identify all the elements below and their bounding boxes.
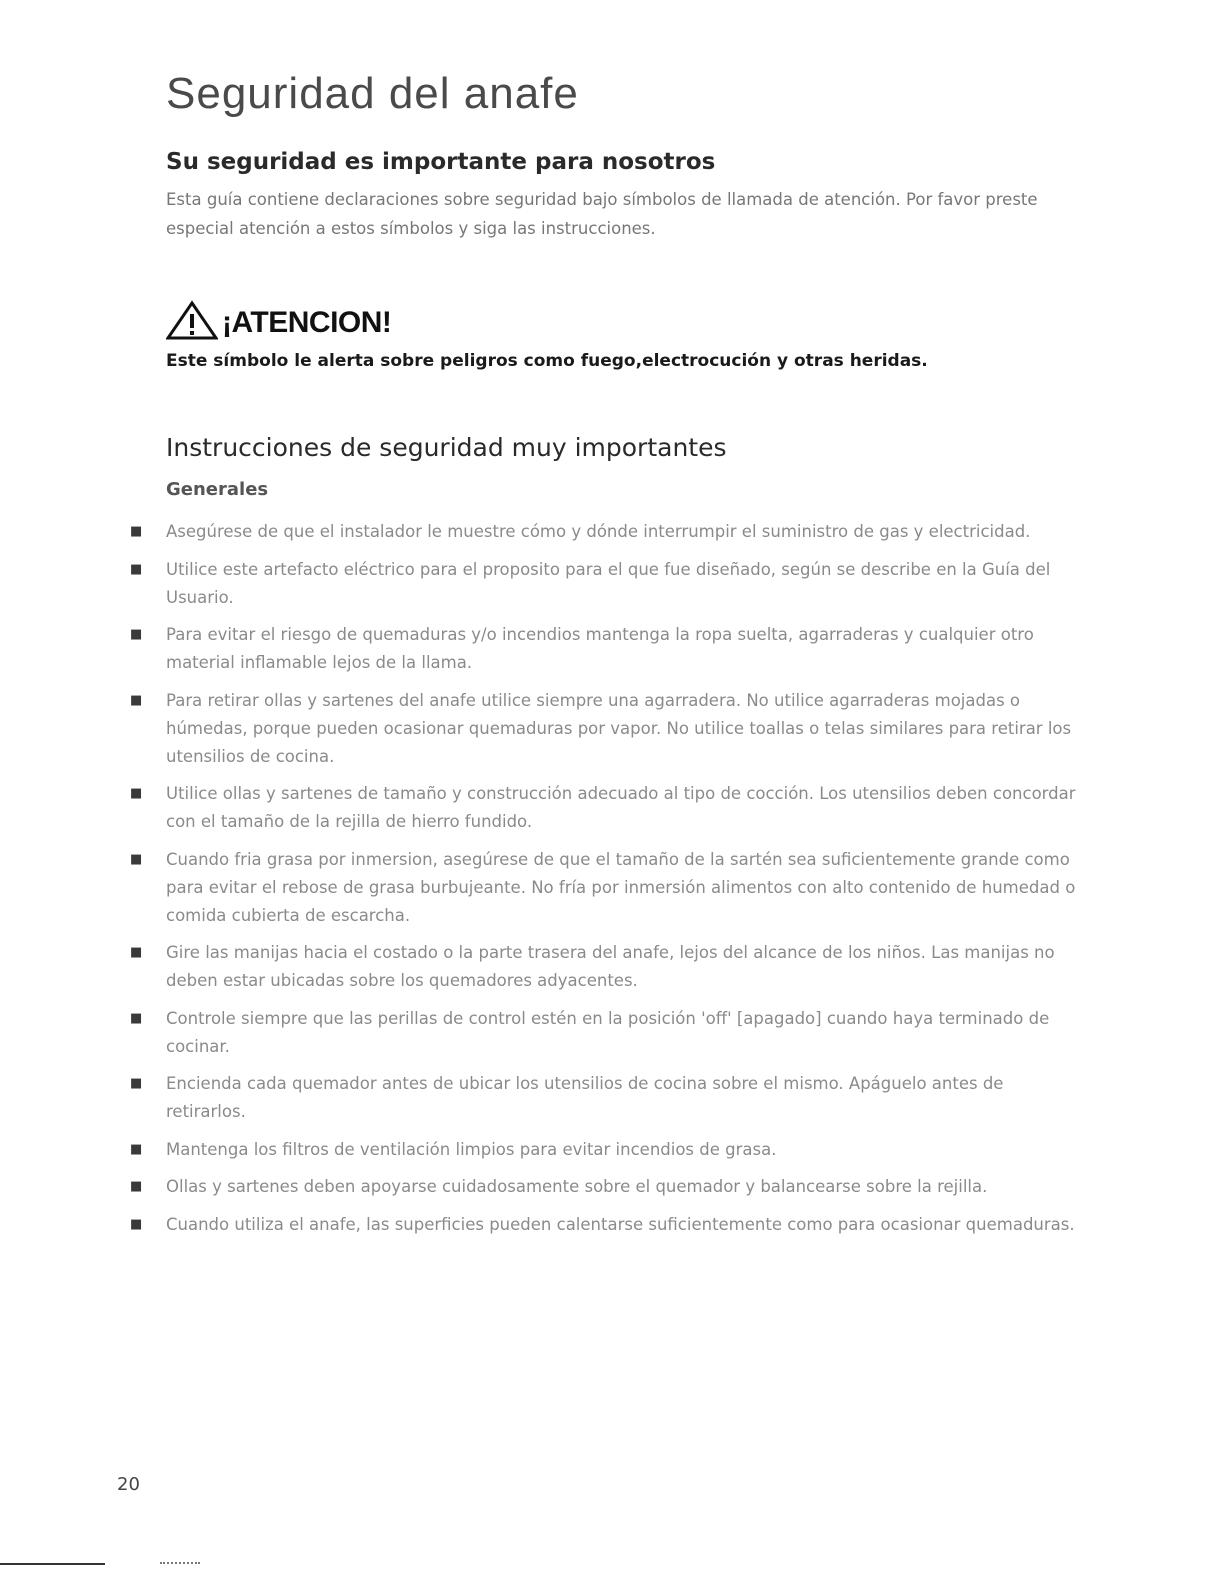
bullet-icon: ■ — [130, 945, 143, 960]
list-item — [126, 780, 1086, 836]
bullet-icon: ■ — [130, 1179, 143, 1194]
warning-title: ¡ATENCION! — [222, 306, 392, 339]
bullet-icon: ■ — [130, 851, 143, 867]
list-item — [126, 1211, 1086, 1239]
list-item — [126, 621, 1086, 677]
bullet-icon: ■ — [130, 524, 143, 539]
list-item-text: Ollas y sartenes deben apoyarse cuidadosamente sobre el quemador y balancearse sobre la rejilla. — [166, 1177, 988, 1196]
bullet-icon: ■ — [130, 1010, 143, 1026]
warning-row — [166, 300, 928, 340]
list-item — [126, 1173, 1086, 1201]
list-item-text: Utilice ollas y sartenes de tamaño y construcción adecuado al tipo de cocción. Los utensilios deben concordar con el tamaño de la rejilla de hierro fundido. — [166, 784, 1076, 831]
page-title: Seguridad del anafe — [166, 69, 579, 118]
general-subheading: Generales — [166, 479, 269, 500]
warning-block — [166, 300, 928, 374]
footer-marks — [160, 1562, 200, 1567]
instructions-heading: Instrucciones de seguridad muy importantes — [166, 433, 727, 462]
list-item — [126, 518, 1086, 546]
list-item-text: Encienda cada quemador antes de ubicar los utensilios de cocina sobre el mismo. Apáguelo antes de retirarlos. — [166, 1074, 1004, 1121]
bullet-icon: ■ — [130, 1076, 143, 1091]
list-item-text: Para retirar ollas y sartenes del anafe utilice siempre una agarradera. No utilice agarraderas mojadas o húmedas, porque pueden ocasionar quemaduras por vapor. No utilice toallas o telas similares para retirar los utensilios de cocina. — [166, 690, 1072, 766]
safety-intro-heading: Su seguridad es importante para nosotros — [166, 149, 716, 175]
bullet-icon: ■ — [130, 1141, 143, 1157]
safety-intro-text: Esta guía contiene declaraciones sobre seguridad bajo símbolos de llamada de atención. Por favor preste especial atención a estos símbolos y siga las instrucciones. — [166, 190, 1038, 238]
bullet-icon: ■ — [130, 786, 143, 801]
list-item-text: Cuando utiliza el anafe, las superficies pueden calentarse suficientemente como para ocasionar quemaduras. — [166, 1214, 1075, 1234]
list-item-text: Mantenga los filtros de ventilación limpios para evitar incendios de grasa. — [166, 1139, 777, 1159]
bullet-icon: ■ — [130, 1216, 143, 1232]
list-item-text: Para evitar el riesgo de quemaduras y/o incendios mantenga la ropa suelta, agarraderas y cualquier otro material inflamable lejos de la llama. — [166, 625, 1034, 672]
list-item — [126, 939, 1086, 995]
list-item-text: Asegúrese de que el instalador le muestre cómo y dónde interrumpir el suministro de gas y electricidad. — [166, 522, 1031, 541]
list-item — [126, 687, 1086, 771]
list-item-text: Controle siempre que las perillas de control estén en la posición 'off' [apagado] cuando haya terminado de cocinar. — [166, 1008, 1050, 1056]
bullet-icon: ■ — [130, 692, 143, 708]
bullet-icon: ■ — [130, 561, 143, 577]
list-item — [126, 1136, 1086, 1164]
list-item-text: Cuando fria grasa por inmersion, asegúrese de que el tamaño de la sartén sea suficientemente grande como para evitar el rebose de grasa burbujeante. No fría por inmersión alimentos con alto contenido de humedad o comida cubierta de escarcha. — [166, 849, 1076, 925]
safety-rules-list — [126, 518, 1086, 1248]
warning-triangle-icon — [166, 300, 218, 340]
list-item — [126, 1005, 1086, 1061]
list-item — [126, 846, 1086, 930]
list-item-text: Gire las manijas hacia el costado o la parte trasera del anafe, lejos del alcance de los niños. Las manijas no deben estar ubicadas sobre los quemadores adyacentes. — [166, 943, 1055, 990]
footer-rule — [0, 1563, 105, 1565]
list-item-text: Utilice este artefacto eléctrico para el proposito para el que fue diseñado, según se describe en la Guía del Usuario. — [166, 559, 1051, 607]
list-item — [126, 1070, 1086, 1126]
warning-description: Este símbolo le alerta sobre peligros como fuego,electrocución y otras heridas. — [166, 351, 928, 371]
list-item — [126, 556, 1086, 612]
bullet-icon: ■ — [130, 627, 143, 642]
page-number: 20 — [117, 1474, 140, 1495]
